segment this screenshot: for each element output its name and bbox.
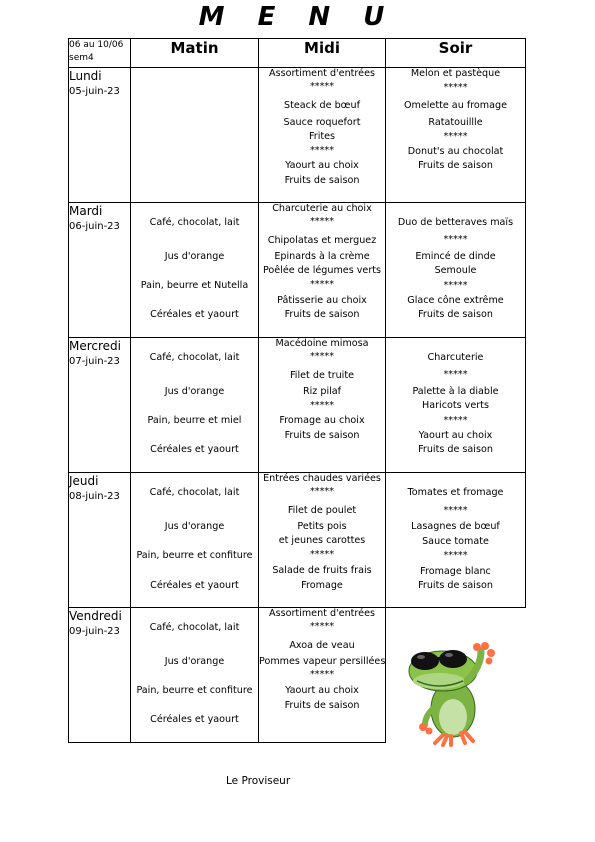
menu-line: Fruits de saison — [284, 175, 360, 186]
menu-line: Fruits de saison — [284, 700, 360, 711]
menu-line: ***** — [310, 549, 334, 560]
menu-line: Fruits de saison — [418, 580, 493, 591]
menu-line: Filet de poulet — [287, 505, 357, 516]
menu-line: Assortiment d'entrées — [269, 68, 375, 79]
menu-line: Epinards à la crème — [274, 251, 370, 262]
menu-line: Melon et pastèque — [410, 68, 501, 79]
matin-cell — [131, 203, 259, 338]
menu-line: Chipolatas et merguez — [267, 235, 377, 246]
menu-line: Fromage — [301, 580, 343, 591]
menu-line: Entrées chaudes variées — [263, 473, 381, 484]
menu-line: ***** — [443, 505, 468, 516]
menu-line: ***** — [310, 216, 334, 227]
menu-line: Yaourt au choix — [285, 685, 359, 696]
menu-line: ***** — [310, 400, 334, 411]
matin-cell — [131, 338, 259, 473]
menu-line: ***** — [443, 234, 468, 245]
menu-line: ***** — [310, 279, 334, 290]
day-row-lundi — [69, 68, 526, 203]
soir-cell — [386, 68, 526, 203]
menu-line: et jeunes carottes — [278, 535, 366, 546]
day-date: 08-juin-23 — [69, 491, 120, 502]
menu-line: Palette à la diable — [412, 386, 499, 397]
day-cell — [69, 203, 131, 338]
midi-cell — [259, 203, 386, 338]
menu-line: Axoa de veau — [289, 640, 355, 651]
day-name: Vendredi — [69, 609, 122, 623]
menu-line: ***** — [310, 621, 334, 632]
menu-line: Fruits de saison — [418, 444, 493, 455]
menu-title: M E N U — [198, 2, 397, 32]
menu-line: Pain, beurre et miel — [147, 415, 242, 426]
menu-line: Tomates et fromage — [407, 487, 504, 498]
day-name: Mardi — [69, 204, 103, 218]
menu-line: Steack de bœuf — [284, 100, 360, 111]
menu-line: Pommes vapeur persillées — [259, 656, 386, 667]
menu-line: ***** — [310, 486, 334, 497]
soir-cell — [386, 203, 526, 338]
menu-line: Sauce roquefort — [283, 117, 361, 128]
menu-line: ***** — [443, 131, 468, 142]
matin-cell — [131, 473, 259, 608]
day-date: 09-juin-23 — [69, 626, 120, 637]
menu-line: ***** — [310, 351, 334, 362]
menu-line: Café, chocolat, lait — [149, 352, 240, 363]
day-row-mardi — [69, 203, 526, 338]
menu-line: Lasagnes de bœuf — [411, 521, 500, 532]
menu-line: ***** — [443, 280, 468, 291]
menu-line: Assortiment d'entrées — [269, 608, 375, 619]
menu-line: Macédoine mimosa — [275, 338, 369, 349]
menu-line: Café, chocolat, lait — [149, 622, 240, 633]
menu-line: Pain, beurre et confiture — [136, 550, 253, 561]
week-range: 06 au 10/06 — [69, 40, 124, 50]
menu-line: Fruits de saison — [284, 309, 360, 320]
column-header-matin: Matin — [131, 39, 259, 68]
menu-line: Céréales et yaourt — [150, 444, 239, 455]
menu-line: Fruits de saison — [284, 430, 360, 441]
menu-line: Céréales et yaourt — [150, 309, 239, 320]
menu-line: Donut's au chocolat — [407, 146, 504, 157]
day-date: 06-juin-23 — [69, 221, 120, 232]
matin-cell — [131, 608, 259, 743]
menu-line: ***** — [443, 369, 468, 380]
day-name: Jeudi — [69, 474, 99, 488]
day-cell — [69, 338, 131, 473]
menu-line: Ratatouillle — [428, 117, 483, 128]
day-name: Lundi — [69, 69, 102, 83]
menu-line: ***** — [443, 550, 468, 561]
signature-label: Le Proviseur — [226, 775, 291, 787]
day-name: Mercredi — [69, 339, 122, 353]
menu-line: Fruits de saison — [418, 309, 493, 320]
menu-line: Semoule — [434, 265, 477, 276]
menu-line: ***** — [310, 145, 334, 156]
menu-line: Omelette au fromage — [403, 100, 508, 111]
menu-line: Fruits de saison — [418, 160, 493, 171]
menu-line: Haricots verts — [422, 400, 489, 411]
menu-line: Jus d'orange — [164, 386, 225, 397]
week-label: sem4 — [69, 53, 94, 63]
menu-line: Yaourt au choix — [285, 160, 359, 171]
menu-line: Filet de truite — [289, 370, 355, 381]
menu-line: Céréales et yaourt — [150, 580, 239, 591]
menu-line: ***** — [443, 82, 468, 93]
menu-line: Salade de fruits frais — [272, 565, 372, 576]
menu-line: Fromage blanc — [420, 566, 491, 577]
day-cell — [69, 608, 131, 743]
menu-line: Jus d'orange — [164, 251, 225, 262]
menu-line: Duo de betteraves maïs — [397, 217, 514, 228]
menu-line: Frites — [308, 131, 336, 142]
menu-line: ***** — [443, 415, 468, 426]
matin-cell — [131, 68, 259, 203]
menu-line: Jus d'orange — [164, 656, 225, 667]
soir-cell — [386, 338, 526, 473]
midi-cell — [259, 608, 386, 743]
day-date: 05-juin-23 — [69, 86, 120, 97]
day-date: 07-juin-23 — [69, 356, 120, 367]
menu-line: ***** — [310, 81, 334, 92]
menu-line: Emincé de dinde — [415, 251, 496, 262]
midi-cell — [259, 338, 386, 473]
soir-cell — [386, 473, 526, 608]
day-cell — [69, 473, 131, 608]
midi-cell — [259, 68, 386, 203]
menu-line: Café, chocolat, lait — [149, 487, 240, 498]
midi-cell — [259, 473, 386, 608]
menu-line: Petits pois — [297, 521, 347, 532]
menu-line: Pâtisserie au choix — [277, 295, 367, 306]
menu-line: Poêlée de légumes verts — [262, 265, 382, 276]
menu-line: Riz pilaf — [302, 386, 342, 397]
week-cell — [69, 39, 131, 68]
day-row-mercredi — [69, 338, 526, 473]
menu-line: Fromage au choix — [279, 415, 365, 426]
menu-line: Jus d'orange — [164, 521, 225, 532]
column-header-midi: Midi — [259, 39, 386, 68]
menu-line: Charcuterie au choix — [272, 203, 372, 214]
header-row — [69, 39, 526, 68]
menu-line: Céréales et yaourt — [150, 714, 239, 725]
menu-line: Sauce tomate — [422, 536, 489, 547]
day-row-jeudi — [69, 473, 526, 608]
menu-line: Yaourt au choix — [418, 430, 493, 441]
menu-line: Pain, beurre et Nutella — [140, 280, 249, 291]
menu-line: ***** — [310, 669, 334, 680]
menu-line: Pain, beurre et confiture — [136, 685, 253, 696]
menu-line: Café, chocolat, lait — [149, 217, 240, 228]
column-header-soir: Soir — [386, 39, 526, 68]
menu-line: Glace cône extrême — [407, 295, 504, 306]
frog-with-sunglasses-icon — [395, 637, 515, 747]
day-cell — [69, 68, 131, 203]
menu-line: Charcuterie — [427, 352, 484, 363]
